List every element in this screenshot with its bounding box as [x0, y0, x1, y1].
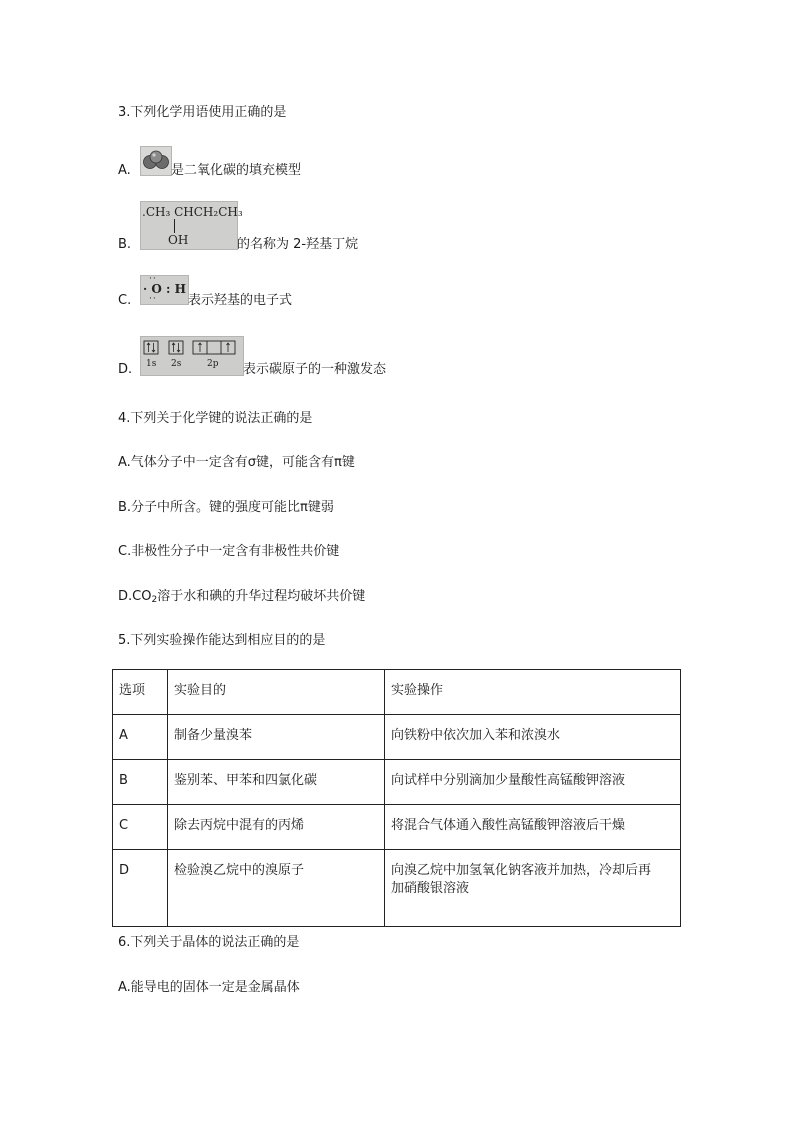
table-cell: 除去丙烷中混有的丙烯 — [168, 805, 385, 850]
q3-option-b-formula-image — [140, 201, 243, 250]
table-cell — [385, 850, 681, 927]
q4-option-c: C.非极性分子中一定含有非极性共价键 — [118, 544, 340, 559]
q3-option-a-text: 是二氧化碳的填充模型 — [171, 163, 302, 178]
question-5-stem: 5.下列实验操作能达到相应目的的是 — [118, 633, 326, 648]
table-cell: A — [113, 715, 168, 760]
q3-option-c-electron-formula-image — [140, 275, 189, 305]
co2-space-filling-model-icon — [140, 146, 172, 176]
table-cell-line-2: 加硝酸银溶液 — [391, 881, 470, 896]
table-cell: B — [113, 760, 168, 805]
formula-bond-line — [174, 219, 175, 233]
q3-option-b-label: B. — [118, 237, 132, 252]
q3-option-b-text: 的名称为 2-羟基丁烷 — [237, 237, 359, 252]
table-cell: 将混合气体通入酸性高锰酸钾溶液后干燥 — [385, 805, 681, 850]
table-cell: 向试样中分别滴加少量酸性高锰酸钾溶液 — [385, 760, 681, 805]
q3-option-d-label: D. — [118, 362, 133, 377]
table-row — [113, 760, 681, 805]
table-row — [113, 805, 681, 850]
table-cell: 检验溴乙烷中的溴原子 — [168, 850, 385, 927]
q3-option-d-text: 表示碳原子的一种激发态 — [243, 362, 387, 377]
q4-option-d — [118, 588, 365, 609]
orbital-label-1s: 1s — [146, 359, 157, 369]
question-6-stem: 6.下列关于晶体的说法正确的是 — [118, 935, 300, 950]
q4-option-b: B.分子中所含。键的强度可能比π键弱 — [118, 500, 334, 515]
q4-option-d-subscript: 2 — [151, 595, 158, 605]
electron-formula: · O : H — [143, 282, 186, 296]
q3-option-c-text: 表示羟基的电子式 — [188, 293, 293, 308]
electron-dots-top: ·· — [149, 274, 157, 284]
q3-option-a-label: A. — [118, 163, 131, 178]
q6-option-a: A.能导电的固体一定是金属晶体 — [118, 980, 300, 995]
table-cell: 向铁粉中依次加入苯和浓溴水 — [385, 715, 681, 760]
q4-option-d-suffix: 溶于水和碘的升华过程均破坏共价键 — [157, 589, 366, 604]
experiment-table — [112, 669, 681, 927]
co2-model-drawing — [141, 147, 171, 175]
table-header-cell: 选项 — [113, 670, 168, 715]
question-3-stem: 3.下列化学用语使用正确的是 — [118, 105, 287, 120]
table-cell-line-1: 向溴乙烷中加氢氧化钠客液并加热，冷却后再 — [391, 863, 652, 878]
q3-option-d-orbital-diagram — [140, 336, 244, 376]
orbital-boxes-drawing — [141, 337, 243, 375]
orbital-label-2p: 2p — [207, 359, 219, 369]
table-cell: 制备少量溴苯 — [168, 715, 385, 760]
table-cell: 鉴别苯、甲苯和四氯化碳 — [168, 760, 385, 805]
formula-hydroxyl: OH — [168, 233, 189, 247]
table-row — [113, 715, 681, 760]
question-4-stem: 4.下列关于化学键的说法正确的是 — [118, 411, 313, 426]
q3-option-c-label: C. — [118, 293, 132, 308]
table-cell: C — [113, 805, 168, 850]
electron-dots-bottom: ·· — [149, 294, 157, 304]
q4-option-a: A.气体分子中一定含有σ键，可能含有π键 — [118, 455, 355, 470]
table-header-cell: 实验目的 — [168, 670, 385, 715]
formula-main-chain: .CH₃ CHCH₂CH₃ — [142, 205, 243, 219]
table-row — [113, 850, 681, 927]
table-cell: D — [113, 850, 168, 927]
table-header-cell: 实验操作 — [385, 670, 681, 715]
table-header-row — [113, 670, 681, 715]
q4-option-d-prefix: D.CO — [118, 589, 152, 604]
orbital-label-2s: 2s — [171, 359, 182, 369]
